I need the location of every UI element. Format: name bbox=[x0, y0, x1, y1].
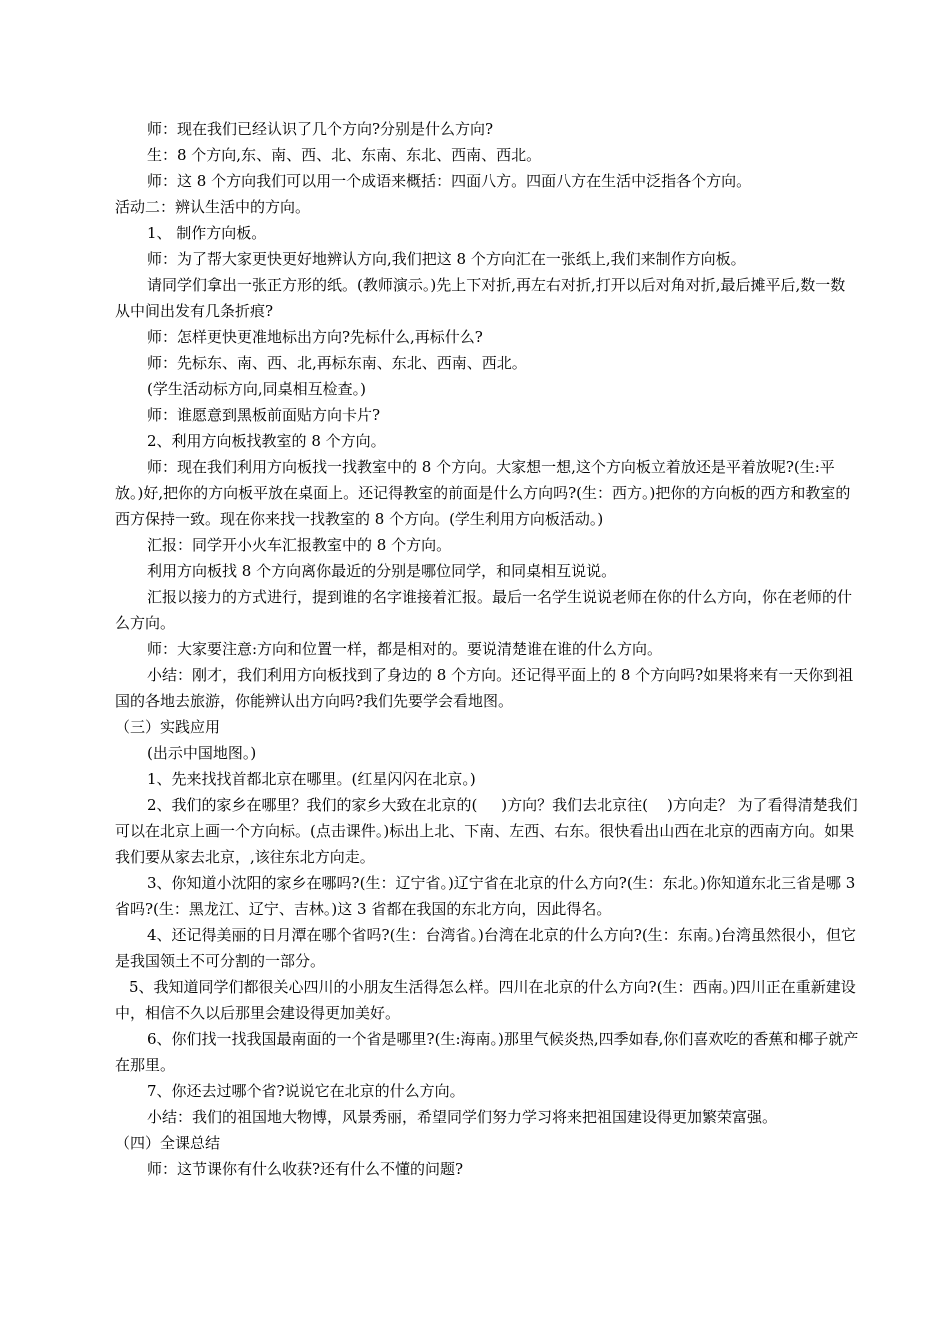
paragraph: 2、我们的家乡在哪里？我们的家乡大致在北京的( )方向？我们去北京往( )方向走？ 为了看得清楚我们可以在北京上画一个方向标。(点击课件。)标出上北、下南、左西、右东。很快看出山西在北京的西南方向。如果我们要从家去北京，,该往东北方向走。 bbox=[115, 796, 858, 866]
paragraph: (出示中国地图。) bbox=[147, 744, 257, 762]
paragraph: 5、我知道同学们都很关心四川的小朋友生活得怎么样。四川在北京的什么方向?(生：西南。)四川正在重新建设中，相信不久以后那里会建设得更加美好。 bbox=[115, 978, 856, 1022]
paragraph: 小结：我们的祖国地大物博，风景秀丽，希望同学们努力学习将来把祖国建设得更加繁荣富强。 bbox=[147, 1108, 778, 1126]
paragraph: 1、 制作方向板。 bbox=[147, 224, 267, 242]
paragraph: 1、先来找找首都北京在哪里。(红星闪闪在北京。) bbox=[147, 770, 476, 788]
paragraph: 请同学们拿出一张正方形的纸。(教师演示。)先上下对折,再左右对折,打开以后对角对折,最后摊平后,数一数从中间出发有几条折痕? bbox=[115, 276, 846, 320]
paragraph: 生：8 个方向,东、南、西、北、东南、东北、西南、西北。 bbox=[147, 146, 542, 164]
paragraph: 师：这节课你有什么收获?还有什么不懂的问题? bbox=[147, 1160, 464, 1178]
paragraph: 活动二：辨认生活中的方向。 bbox=[115, 198, 311, 216]
paragraph: 7、你还去过哪个省?说说它在北京的什么方向。 bbox=[147, 1082, 465, 1100]
paragraph: 6、你们找一找我国最南面的一个省是哪里?(生:海南。)那里气候炎热,四季如春,你们喜欢吃的香蕉和椰子就产在那里。 bbox=[115, 1030, 859, 1074]
paragraph: 汇报：同学开小火车汇报教室中的 8 个方向。 bbox=[147, 536, 452, 554]
paragraph: 师：这 8 个方向我们可以用一个成语来概括：四面八方。四面八方在生活中泛指各个方向。 bbox=[147, 172, 752, 190]
paragraph: 师：现在我们利用方向板找一找教室中的 8 个方向。大家想一想,这个方向板立着放还是平着放呢?(生:平放。)好,把你的方向板平放在桌面上。还记得教室的前面是什么方向吗?(生：西方。)把你的方向板的西方和教室的西方保持一致。现在你来找一找教室的 8 个方向。(学生利用方向板活动。) bbox=[115, 458, 851, 528]
paragraph: 汇报以接力的方式进行，提到谁的名字谁接着汇报。最后一名学生说说老师在你的什么方向，你在老师的什么方向。 bbox=[115, 588, 853, 632]
paragraph: 师：大家要注意:方向和位置一样，都是相对的。要说清楚谁在谁的什么方向。 bbox=[147, 640, 663, 658]
paragraph: 师：现在我们已经认识了几个方向?分别是什么方向? bbox=[147, 120, 494, 138]
paragraph: 4、还记得美丽的日月潭在哪个省吗?(生：台湾省。)台湾在北京的什么方向?(生：东南。)台湾虽然很小，但它是我国领土不可分割的一部分。 bbox=[115, 926, 857, 970]
paragraph: 师：谁愿意到黑板前面贴方向卡片? bbox=[147, 406, 381, 424]
paragraph: 利用方向板找 8 个方向离你最近的分别是哪位同学，和同桌相互说说。 bbox=[147, 562, 617, 580]
paragraph: 师：怎样更快更准地标出方向?先标什么,再标什么? bbox=[147, 328, 483, 346]
paragraph: 师：为了帮大家更快更好地辨认方向,我们把这 8 个方向汇在一张纸上,我们来制作方向板。 bbox=[147, 250, 746, 268]
document-page bbox=[115, 116, 860, 1182]
paragraph: 小结：刚才，我们利用方向板找到了身边的 8 个方向。还记得平面上的 8 个方向吗?如果将来有一天你到祖国的各地去旅游，你能辨认出方向吗?我们先要学会看地图。 bbox=[115, 666, 854, 710]
paragraph: （四）全课总结 bbox=[115, 1134, 221, 1152]
paragraph: (学生活动标方向,同桌相互检查。) bbox=[147, 380, 366, 398]
paragraph: 师：先标东、南、西、北,再标东南、东北、西南、西北。 bbox=[147, 354, 527, 372]
paragraph: 3、你知道小沈阳的家乡在哪吗?(生：辽宁省。)辽宁省在北京的什么方向?(生：东北。)你知道东北三省是哪 3 省吗?(生：黑龙江、辽宁、吉林。)这 3 省都在我国的东北方向，因此得名。 bbox=[115, 874, 861, 918]
paragraph: （三）实践应用 bbox=[115, 718, 221, 736]
paragraph: 2、利用方向板找教室的 8 个方向。 bbox=[147, 432, 386, 450]
